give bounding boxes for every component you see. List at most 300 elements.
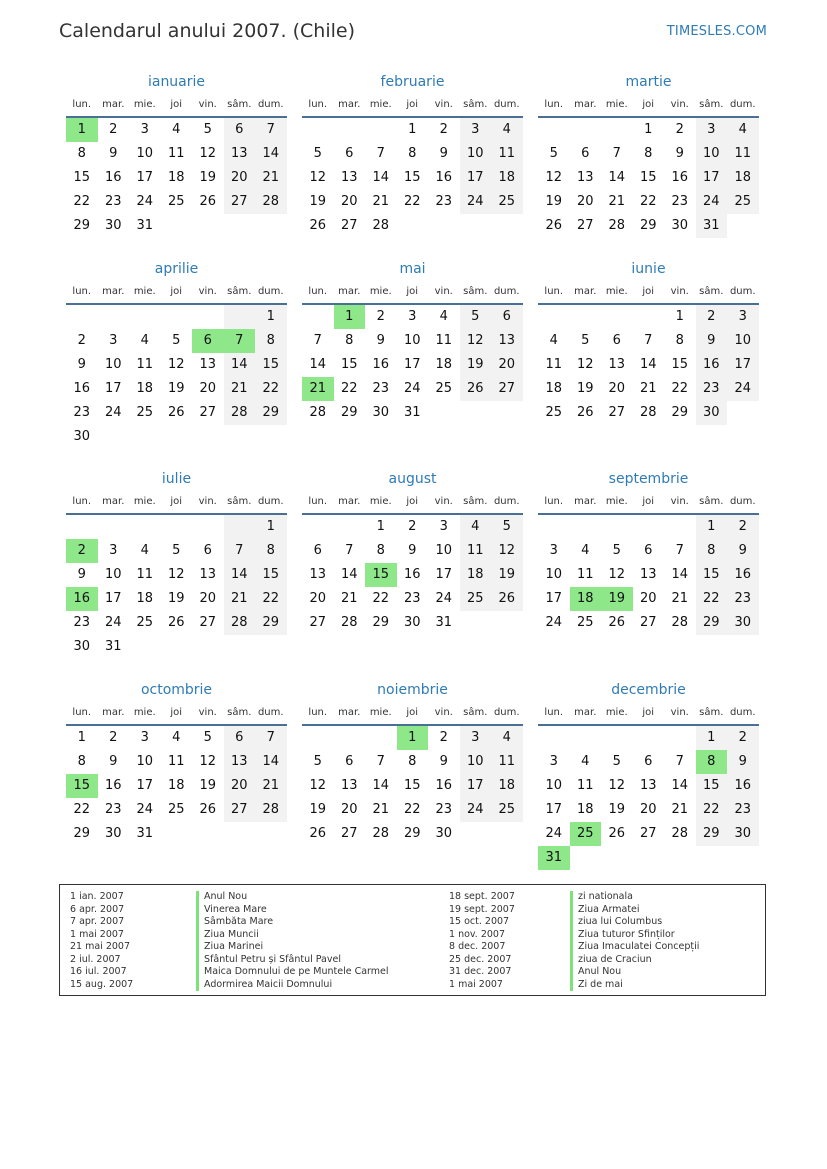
legend-holiday-name: ziua lui Columbus bbox=[570, 916, 699, 929]
weekday-label: lun. bbox=[72, 706, 92, 718]
weekday-label: joi bbox=[642, 495, 655, 507]
day-cell-empty bbox=[601, 118, 633, 142]
day-cell: 30 bbox=[435, 826, 453, 841]
day-cell: 15 bbox=[696, 563, 728, 587]
weekday-label: joi bbox=[406, 285, 419, 297]
weekday-label: lun. bbox=[544, 98, 564, 110]
day-cell: 21 bbox=[372, 194, 390, 209]
day-cell: 31 bbox=[435, 615, 453, 630]
day-cell: 11 bbox=[136, 357, 154, 372]
day-cell: 2 bbox=[408, 519, 417, 534]
day-cell: 28 bbox=[608, 218, 626, 233]
day-cell: 30 bbox=[727, 822, 759, 846]
day-cell: 20 bbox=[608, 381, 626, 396]
day-cell: 7 bbox=[255, 726, 287, 750]
day-cell-empty bbox=[224, 515, 256, 539]
legend-date: 1 ian. 2007 bbox=[70, 891, 124, 902]
legend-dates-right bbox=[449, 891, 515, 991]
day-cell: 22 bbox=[639, 194, 657, 209]
day-cell: 20 bbox=[576, 194, 594, 209]
day-cell: 24 bbox=[435, 591, 453, 606]
day-cell: 18 bbox=[460, 563, 492, 587]
day-cell: 15 bbox=[403, 170, 421, 185]
weekday-label: mie. bbox=[133, 706, 156, 718]
day-cell: 3 bbox=[696, 118, 728, 142]
day-cell: 20 bbox=[639, 802, 657, 817]
day-cell: 29 bbox=[403, 826, 421, 841]
days-grid bbox=[66, 118, 287, 238]
day-cell: 20 bbox=[340, 802, 358, 817]
days-grid bbox=[302, 515, 523, 635]
day-cell-empty bbox=[633, 726, 665, 750]
day-cell: 23 bbox=[73, 615, 91, 630]
day-cell: 11 bbox=[576, 567, 594, 582]
day-cell: 29 bbox=[696, 611, 728, 635]
day-cell: 17 bbox=[403, 357, 421, 372]
day-cell: 29 bbox=[255, 611, 287, 635]
day-cell: 27 bbox=[491, 377, 523, 401]
day-cell-holiday: 1 bbox=[334, 305, 366, 329]
day-cell: 9 bbox=[439, 754, 448, 769]
weekday-label: lun. bbox=[72, 98, 92, 110]
day-cell: 6 bbox=[644, 543, 653, 558]
day-cell: 26 bbox=[309, 218, 327, 233]
day-cell: 16 bbox=[696, 353, 728, 377]
day-cell: 14 bbox=[255, 142, 287, 166]
day-cell: 14 bbox=[224, 563, 256, 587]
legend-date: 21 mai 2007 bbox=[70, 941, 131, 952]
day-cell: 6 bbox=[644, 754, 653, 769]
day-cell: 5 bbox=[172, 333, 181, 348]
day-cell: 25 bbox=[491, 798, 523, 822]
legend-names-right bbox=[570, 891, 699, 991]
day-cell: 31 bbox=[403, 405, 421, 420]
day-cell-empty bbox=[633, 515, 665, 539]
day-cell: 12 bbox=[608, 778, 626, 793]
day-cell: 1 bbox=[696, 726, 728, 750]
day-cell: 10 bbox=[696, 142, 728, 166]
day-cell: 9 bbox=[727, 539, 759, 563]
day-cell: 16 bbox=[671, 170, 689, 185]
day-cell-empty bbox=[302, 726, 334, 750]
weekday-label: mar. bbox=[338, 495, 361, 507]
day-cell: 19 bbox=[491, 563, 523, 587]
day-cell: 2 bbox=[109, 730, 118, 745]
weekday-label: mie. bbox=[133, 285, 156, 297]
day-cell: 27 bbox=[639, 615, 657, 630]
day-cell: 6 bbox=[345, 146, 354, 161]
day-cell: 16 bbox=[727, 774, 759, 798]
legend-holiday-name: Anul Nou bbox=[570, 966, 699, 979]
day-cell: 15 bbox=[340, 357, 358, 372]
day-cell: 26 bbox=[460, 377, 492, 401]
day-cell: 5 bbox=[581, 333, 590, 348]
weekday-label: joi bbox=[406, 495, 419, 507]
weekday-label: vin. bbox=[198, 706, 217, 718]
legend-date: 8 dec. 2007 bbox=[449, 941, 506, 952]
day-cell: 18 bbox=[136, 381, 154, 396]
days-grid bbox=[66, 515, 287, 659]
day-cell: 18 bbox=[167, 778, 185, 793]
day-cell: 3 bbox=[460, 726, 492, 750]
day-cell: 7 bbox=[644, 333, 653, 348]
day-cell: 24 bbox=[696, 190, 728, 214]
weekday-label: vin. bbox=[434, 98, 453, 110]
day-cell: 15 bbox=[255, 563, 287, 587]
weekday-header bbox=[66, 489, 287, 515]
weekday-label: vin. bbox=[198, 495, 217, 507]
page-title: Calendarul anului 2007. (Chile) bbox=[59, 20, 355, 42]
legend-date: 18 sept. 2007 bbox=[449, 891, 515, 902]
holiday-legend bbox=[59, 884, 766, 996]
month-name: martie bbox=[625, 74, 672, 90]
day-cell: 3 bbox=[549, 543, 558, 558]
day-cell: 15 bbox=[403, 778, 421, 793]
weekday-label: lun. bbox=[544, 495, 564, 507]
day-cell-empty bbox=[161, 305, 193, 329]
day-cell: 26 bbox=[491, 587, 523, 611]
day-cell: 24 bbox=[136, 194, 154, 209]
day-cell: 26 bbox=[576, 405, 594, 420]
month-name: aprilie bbox=[154, 261, 199, 277]
weekday-label: mar. bbox=[574, 706, 597, 718]
day-cell: 8 bbox=[255, 329, 287, 353]
day-cell: 4 bbox=[581, 543, 590, 558]
days-grid bbox=[538, 118, 759, 238]
month-martie bbox=[538, 72, 759, 238]
day-cell: 5 bbox=[491, 515, 523, 539]
weekday-label: vin. bbox=[670, 706, 689, 718]
days-grid bbox=[538, 726, 759, 870]
day-cell: 31 bbox=[136, 826, 154, 841]
day-cell: 22 bbox=[372, 591, 390, 606]
day-cell-empty bbox=[570, 118, 602, 142]
day-cell: 13 bbox=[199, 357, 217, 372]
day-cell: 19 bbox=[309, 194, 327, 209]
day-cell: 25 bbox=[136, 405, 154, 420]
day-cell-holiday: 15 bbox=[66, 774, 98, 798]
day-cell: 14 bbox=[608, 170, 626, 185]
day-cell: 9 bbox=[77, 357, 86, 372]
day-cell: 5 bbox=[313, 754, 322, 769]
day-cell: 22 bbox=[73, 194, 91, 209]
weekday-label: dum. bbox=[493, 706, 520, 718]
weekday-label: joi bbox=[406, 98, 419, 110]
weekday-label: mar. bbox=[574, 285, 597, 297]
day-cell: 26 bbox=[608, 615, 626, 630]
days-grid bbox=[66, 305, 287, 449]
day-cell: 18 bbox=[136, 591, 154, 606]
weekday-label: mie. bbox=[605, 495, 628, 507]
day-cell: 14 bbox=[340, 567, 358, 582]
legend-holiday-name: Vinerea Mare bbox=[196, 904, 389, 917]
day-cell: 14 bbox=[255, 750, 287, 774]
day-cell: 6 bbox=[491, 305, 523, 329]
day-cell: 13 bbox=[608, 357, 626, 372]
day-cell: 7 bbox=[376, 146, 385, 161]
weekday-label: vin. bbox=[434, 706, 453, 718]
day-cell: 2 bbox=[727, 726, 759, 750]
day-cell: 5 bbox=[203, 122, 212, 137]
month-name: iulie bbox=[161, 471, 192, 487]
weekday-header bbox=[302, 489, 523, 515]
day-cell: 21 bbox=[255, 166, 287, 190]
day-cell: 8 bbox=[408, 754, 417, 769]
month-name: august bbox=[388, 471, 437, 487]
day-cell: 25 bbox=[576, 615, 594, 630]
day-cell: 22 bbox=[73, 802, 91, 817]
day-cell: 27 bbox=[199, 405, 217, 420]
day-cell: 20 bbox=[224, 774, 256, 798]
day-cell: 11 bbox=[727, 142, 759, 166]
day-cell: 23 bbox=[727, 587, 759, 611]
day-cell: 9 bbox=[376, 333, 385, 348]
day-cell: 25 bbox=[435, 381, 453, 396]
day-cell: 31 bbox=[696, 214, 728, 238]
weekday-label: vin. bbox=[198, 98, 217, 110]
day-cell-empty bbox=[538, 726, 570, 750]
day-cell: 30 bbox=[73, 429, 91, 444]
day-cell: 13 bbox=[224, 142, 256, 166]
days-grid bbox=[302, 305, 523, 425]
day-cell-empty bbox=[334, 118, 366, 142]
day-cell: 19 bbox=[608, 802, 626, 817]
day-cell-empty bbox=[334, 726, 366, 750]
day-cell: 2 bbox=[376, 309, 385, 324]
legend-dates-left bbox=[70, 891, 133, 991]
day-cell: 13 bbox=[340, 778, 358, 793]
weekday-label: lun. bbox=[72, 495, 92, 507]
day-cell: 12 bbox=[199, 754, 217, 769]
day-cell: 22 bbox=[403, 194, 421, 209]
day-cell: 8 bbox=[675, 333, 684, 348]
month-name: iunie bbox=[631, 261, 666, 277]
day-cell: 20 bbox=[224, 166, 256, 190]
day-cell: 20 bbox=[340, 194, 358, 209]
day-cell: 25 bbox=[491, 190, 523, 214]
day-cell: 20 bbox=[639, 591, 657, 606]
day-cell: 16 bbox=[435, 170, 453, 185]
day-cell: 11 bbox=[136, 567, 154, 582]
month-name: decembrie bbox=[611, 682, 686, 698]
day-cell: 2 bbox=[727, 515, 759, 539]
month-aprilie bbox=[66, 259, 287, 449]
weekday-label: dum. bbox=[257, 495, 284, 507]
weekday-header bbox=[302, 279, 523, 305]
day-cell: 27 bbox=[309, 615, 327, 630]
month-octombrie bbox=[66, 680, 287, 846]
day-cell-empty bbox=[224, 305, 256, 329]
weekday-label: mie. bbox=[133, 98, 156, 110]
day-cell: 14 bbox=[372, 778, 390, 793]
legend-holiday-name: Ziua tuturor Sfinților bbox=[570, 929, 699, 942]
day-cell: 3 bbox=[140, 122, 149, 137]
day-cell: 9 bbox=[109, 146, 118, 161]
day-cell-empty bbox=[538, 305, 570, 329]
day-cell: 21 bbox=[224, 587, 256, 611]
day-cell: 1 bbox=[644, 122, 653, 137]
day-cell: 22 bbox=[255, 377, 287, 401]
day-cell: 19 bbox=[167, 381, 185, 396]
day-cell: 28 bbox=[224, 611, 256, 635]
day-cell: 10 bbox=[727, 329, 759, 353]
legend-holiday-name: Adormirea Maicii Domnului bbox=[196, 979, 389, 992]
weekday-label: lun. bbox=[544, 285, 564, 297]
day-cell: 30 bbox=[696, 401, 728, 425]
weekday-label: lun. bbox=[544, 706, 564, 718]
day-cell: 25 bbox=[167, 194, 185, 209]
day-cell: 18 bbox=[727, 166, 759, 190]
day-cell: 4 bbox=[460, 515, 492, 539]
day-cell: 1 bbox=[675, 309, 684, 324]
weekday-header bbox=[538, 700, 759, 726]
day-cell: 10 bbox=[136, 146, 154, 161]
day-cell: 5 bbox=[172, 543, 181, 558]
day-cell: 29 bbox=[340, 405, 358, 420]
day-cell-empty bbox=[66, 515, 98, 539]
month-august bbox=[302, 469, 523, 635]
day-cell-holiday: 15 bbox=[365, 563, 397, 587]
weekday-label: dum. bbox=[257, 285, 284, 297]
weekday-header bbox=[538, 489, 759, 515]
weekday-label: joi bbox=[642, 285, 655, 297]
day-cell: 17 bbox=[136, 170, 154, 185]
day-cell: 2 bbox=[77, 333, 86, 348]
day-cell: 17 bbox=[435, 567, 453, 582]
month-name: ianuarie bbox=[147, 74, 206, 90]
day-cell: 2 bbox=[675, 122, 684, 137]
day-cell-empty bbox=[365, 726, 397, 750]
day-cell: 19 bbox=[167, 591, 185, 606]
day-cell: 9 bbox=[77, 567, 86, 582]
day-cell: 9 bbox=[675, 146, 684, 161]
weekday-label: vin. bbox=[670, 495, 689, 507]
day-cell: 25 bbox=[136, 615, 154, 630]
day-cell: 25 bbox=[545, 405, 563, 420]
weekday-header bbox=[302, 700, 523, 726]
day-cell: 3 bbox=[727, 305, 759, 329]
day-cell: 13 bbox=[639, 778, 657, 793]
day-cell: 9 bbox=[727, 750, 759, 774]
day-cell: 19 bbox=[199, 778, 217, 793]
legend-holiday-name: ziua de Craciun bbox=[570, 954, 699, 967]
days-grid bbox=[538, 305, 759, 425]
day-cell: 29 bbox=[696, 822, 728, 846]
day-cell: 1 bbox=[255, 305, 287, 329]
day-cell: 26 bbox=[167, 405, 185, 420]
day-cell: 28 bbox=[255, 190, 287, 214]
weekday-label: dum. bbox=[729, 706, 756, 718]
day-cell-empty bbox=[192, 515, 224, 539]
brand-link[interactable]: TIMESLES.COM bbox=[666, 24, 767, 39]
day-cell: 22 bbox=[696, 587, 728, 611]
legend-date: 1 mai 2007 bbox=[70, 928, 124, 940]
weekday-header bbox=[538, 279, 759, 305]
day-cell: 30 bbox=[104, 826, 122, 841]
weekday-label: sâm. bbox=[463, 98, 488, 110]
day-cell: 28 bbox=[671, 615, 689, 630]
days-grid bbox=[538, 515, 759, 635]
legend-date: 2 iul. 2007 bbox=[70, 953, 121, 965]
day-cell: 23 bbox=[727, 798, 759, 822]
day-cell: 13 bbox=[199, 567, 217, 582]
day-cell: 21 bbox=[671, 802, 689, 817]
weekday-label: joi bbox=[406, 706, 419, 718]
legend-holiday-name: Ziua Marinei bbox=[196, 941, 389, 954]
day-cell: 8 bbox=[408, 146, 417, 161]
day-cell-empty bbox=[98, 305, 130, 329]
day-cell: 22 bbox=[671, 381, 689, 396]
day-cell-holiday: 18 bbox=[570, 587, 602, 611]
day-cell: 12 bbox=[167, 357, 185, 372]
day-cell-empty bbox=[664, 726, 696, 750]
day-cell: 2 bbox=[439, 122, 448, 137]
day-cell: 16 bbox=[727, 563, 759, 587]
weekday-label: sâm. bbox=[699, 495, 724, 507]
day-cell-holiday: 25 bbox=[570, 822, 602, 846]
day-cell: 30 bbox=[73, 639, 91, 654]
day-cell: 19 bbox=[460, 353, 492, 377]
weekday-label: dum. bbox=[257, 706, 284, 718]
weekday-header bbox=[66, 700, 287, 726]
day-cell-empty bbox=[538, 515, 570, 539]
day-cell: 5 bbox=[313, 146, 322, 161]
day-cell: 11 bbox=[167, 754, 185, 769]
weekday-label: lun. bbox=[308, 706, 328, 718]
weekday-label: mie. bbox=[133, 495, 156, 507]
day-cell: 7 bbox=[675, 543, 684, 558]
day-cell: 8 bbox=[77, 146, 86, 161]
day-cell: 8 bbox=[345, 333, 354, 348]
day-cell: 9 bbox=[439, 146, 448, 161]
day-cell: 14 bbox=[671, 778, 689, 793]
legend-holiday-name: Ziua Imaculatei Concepții bbox=[570, 941, 699, 954]
day-cell-empty bbox=[302, 118, 334, 142]
legend-holiday-name: Anul Nou bbox=[196, 891, 389, 904]
month-name: septembrie bbox=[608, 471, 689, 487]
day-cell: 27 bbox=[224, 190, 256, 214]
weekday-label: mar. bbox=[102, 495, 125, 507]
day-cell: 27 bbox=[224, 798, 256, 822]
legend-date: 19 sept. 2007 bbox=[449, 903, 515, 915]
day-cell: 8 bbox=[644, 146, 653, 161]
day-cell: 21 bbox=[671, 591, 689, 606]
day-cell: 30 bbox=[671, 218, 689, 233]
day-cell: 23 bbox=[104, 802, 122, 817]
legend-date: 6 apr. 2007 bbox=[70, 903, 125, 915]
weekday-label: mie. bbox=[605, 285, 628, 297]
weekday-header bbox=[302, 92, 523, 118]
day-cell-empty bbox=[633, 305, 665, 329]
day-cell: 7 bbox=[345, 543, 354, 558]
day-cell: 27 bbox=[576, 218, 594, 233]
day-cell: 13 bbox=[491, 329, 523, 353]
day-cell: 3 bbox=[140, 730, 149, 745]
day-cell: 14 bbox=[372, 170, 390, 185]
day-cell: 10 bbox=[435, 543, 453, 558]
day-cell: 29 bbox=[372, 615, 390, 630]
day-cell: 29 bbox=[73, 826, 91, 841]
weekday-label: vin. bbox=[434, 495, 453, 507]
weekday-label: lun. bbox=[308, 98, 328, 110]
weekday-label: dum. bbox=[493, 98, 520, 110]
day-cell: 20 bbox=[199, 381, 217, 396]
day-cell-empty bbox=[664, 515, 696, 539]
day-cell: 6 bbox=[203, 543, 212, 558]
day-cell: 9 bbox=[408, 543, 417, 558]
day-cell: 29 bbox=[639, 218, 657, 233]
day-cell-empty bbox=[570, 515, 602, 539]
